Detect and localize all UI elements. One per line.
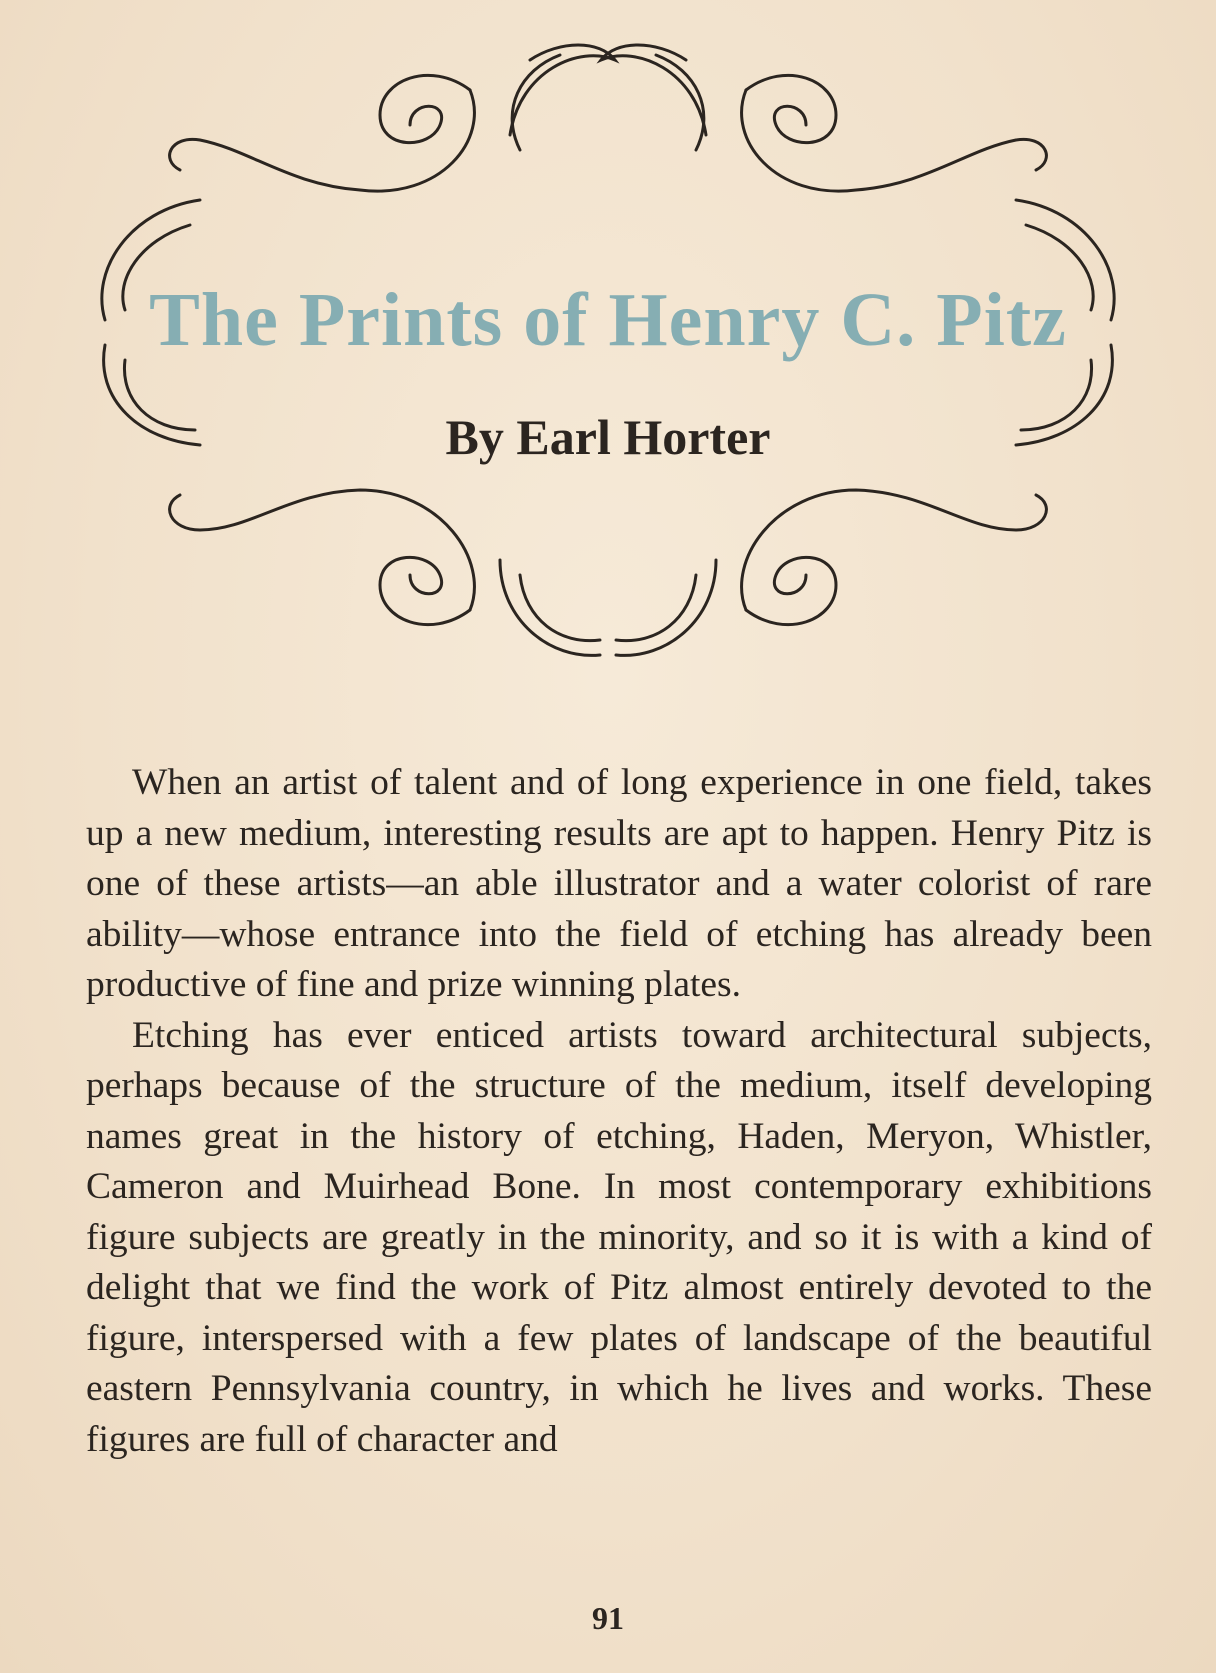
paragraph-2: Etching has ever enticed artists toward architectural subjects, perhaps because of the structure of the medium, itself developing names great in the history of etching, Haden, Meryon, Whistler, Cameron and Muirhead Bone. In most contemporary exhibitions figure subjects are greatly in the minority, and so it is with a kind of delight that we find the work of Pitz almost entirely devoted to the figure, interspersed with a few plates of landscape of the beautiful eastern Pennsylvania country, in which he lives and works. These figures are full of character and [86,1014,1152,1460]
paragraph-1: When an artist of talent and of long experience in one field, takes up a new medium, interesting results are apt to happen. Henry Pitz is one of these artists—an able illustrator and a water colorist of rare ability—whose entrance into the field of etching has already been productive of fine and prize winning plates. [86,762,1152,1005]
article-title: The Prints of Henry C. Pitz [149,278,1067,362]
article-body [86,758,1152,1465]
article-byline: By Earl Horter [445,409,771,465]
page-number: 91 [592,1600,624,1636]
